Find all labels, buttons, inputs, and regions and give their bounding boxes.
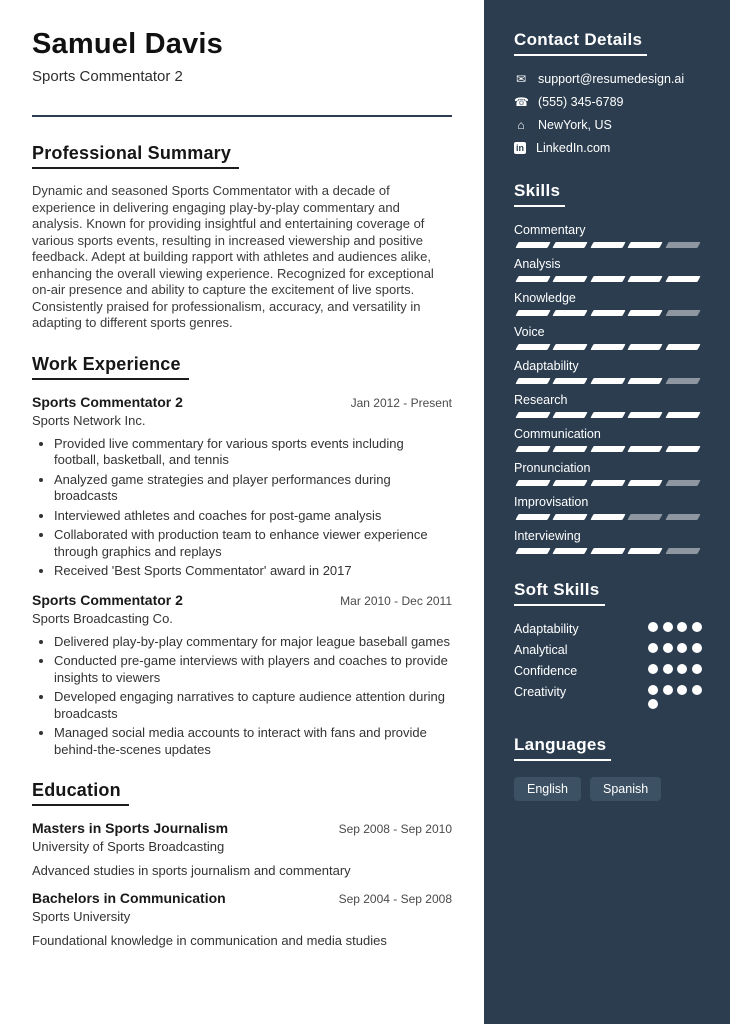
job-title: Sports Commentator 2 [32,393,183,410]
summary-section [32,143,452,332]
job-dates: Jan 2012 - Present [350,395,452,410]
language-chip-english: English [514,777,581,801]
skill-segment-filled [628,310,664,316]
skill-segment-filled [553,446,589,452]
skill-row [514,495,702,520]
contact-item-linkedin[interactable] [514,141,702,155]
skill-segment-filled [665,276,701,282]
rating-dot [692,643,702,653]
contact-item-home[interactable] [514,118,702,132]
candidate-name: Samuel Davis [32,28,223,60]
degree-description: Foundational knowledge in communication and media studies [32,933,387,948]
skill-bar [514,310,702,316]
skill-segment-empty [665,548,701,554]
skill-segment-filled [628,378,664,384]
skill-name: Pronunciation [514,461,591,475]
skill-segment-filled [515,242,551,248]
education-section [32,780,452,948]
languages-heading: Languages [514,735,611,761]
skill-name: Communication [514,427,601,441]
contact-heading: Contact Details [514,30,647,56]
job-header [32,592,452,608]
degree-dates: Sep 2004 - Sep 2008 [338,892,452,906]
skill-bar [514,514,702,520]
job-bullet: • Provided live commentary for various sports events including football, basketball, and tennis [54,436,452,469]
contact-text: support@resumedesign.ai [538,72,685,86]
job-bullet: • Collaborated with production team to enhance viewer experience through graphics and replays [54,527,452,560]
phone-icon: ☎ [514,95,529,109]
education-heading: Education [32,780,129,806]
degree-header [32,890,452,906]
skill-segment-filled [515,480,551,486]
rating-dot [648,622,658,632]
soft-skill-name: Creativity [514,685,567,699]
skill-segment-filled [628,548,664,554]
skill-segment-filled [590,344,626,350]
skill-segment-empty [628,514,664,520]
skill-segment-filled [665,344,701,350]
job-bullets [32,436,452,580]
soft-skill-name: Analytical [514,643,568,657]
skill-segment-filled [553,310,589,316]
skill-segment-filled [590,514,626,520]
soft-skill-dots [648,643,702,653]
job-title: Sports Commentator 2 [32,591,183,608]
skill-segment-filled [628,242,664,248]
skill-row [514,427,702,452]
language-chip-spanish: Spanish [590,777,661,801]
rating-dot [663,622,673,632]
skill-segment-empty [665,514,701,520]
experience-heading: Work Experience [32,354,189,380]
skill-segment-empty [665,310,701,316]
contact-text: LinkedIn.com [536,141,611,155]
skill-segment-filled [590,548,626,554]
header-divider [32,115,452,117]
skill-row [514,393,702,418]
degree-header [32,820,452,836]
skill-name: Knowledge [514,291,576,305]
skill-segment-filled [590,276,626,282]
soft-skills-list [514,622,702,709]
skill-row [514,529,702,554]
skill-segment-filled [665,446,701,452]
skill-segment-filled [553,480,589,486]
skill-bar [514,412,702,418]
soft-skill-row [514,685,702,709]
languages-list [514,777,702,801]
job-bullet: • Analyzed game strategies and player performances during broadcasts [54,472,452,505]
soft-skill-dots [648,685,702,709]
rating-dot [692,622,702,632]
languages-section [514,735,702,801]
skill-segment-filled [590,446,626,452]
email-icon: ✉ [515,72,527,86]
contact-item-phone[interactable] [514,95,702,109]
contact-section [514,30,702,155]
skill-row [514,223,702,248]
skill-segment-filled [590,378,626,384]
degree-school: University of Sports Broadcasting [32,839,225,854]
skill-segment-filled [553,548,589,554]
summary-heading: Professional Summary [32,143,239,169]
skill-segment-filled [515,310,551,316]
skill-segment-empty [665,378,701,384]
soft-skills-heading: Soft Skills [514,580,605,606]
skill-name: Research [514,393,568,407]
rating-dot [677,622,687,632]
rating-dot [648,664,658,674]
rating-dot [663,643,673,653]
job-bullet: • Interviewed athletes and coaches for post-game analysis [54,508,452,525]
job-bullet: • Delivered play-by-play commentary for major league baseball games [54,634,452,651]
degree-school: Sports University [32,909,131,924]
soft-skill-name: Confidence [514,664,578,678]
soft-skill-dots [648,622,702,632]
job-bullet: • Received 'Best Sports Commentator' award in 2017 [54,563,452,580]
home-icon: ⌂ [517,118,525,132]
skill-segment-filled [515,446,551,452]
soft-skill-dots [648,664,702,674]
rating-dot [648,643,658,653]
contact-item-email[interactable] [514,72,702,86]
rating-dot [677,685,687,695]
skill-name: Improvisation [514,495,589,509]
job-bullet: • Managed social media accounts to interact with fans and provide behind-the-scenes updates [54,725,452,758]
skill-segment-filled [590,242,626,248]
skill-bar [514,480,702,486]
skill-segment-filled [628,480,664,486]
skill-name: Analysis [514,257,561,271]
summary-text: Dynamic and seasoned Sports Commentator with a decade of experience in delivering engaging play-by-play commentary and analysis. Known for providing insightful and entertaining coverage of various sports events, resulting in increased viewership and positive feedback. Adept at building rapport with athletes and audiences alike, enhancing the overall viewing experience. Recognized for exceptional on-air presence and ability to capture the excitement of live sports. Consistently praised for professionalism, accuracy, and versatility in adapting to different sports genres. [32,183,434,330]
skill-segment-filled [553,378,589,384]
degrees-list [32,820,452,948]
skill-segment-filled [553,344,589,350]
degree-entry [32,890,452,948]
skill-name: Commentary [514,223,586,237]
soft-skill-row [514,622,702,636]
skill-segment-filled [553,242,589,248]
job-entry [32,394,452,580]
skill-segment-filled [665,412,701,418]
skills-list [514,223,702,554]
skill-name: Adaptability [514,359,579,373]
skills-section [514,181,702,554]
skill-segment-filled [515,548,551,554]
degree-dates: Sep 2008 - Sep 2010 [338,822,452,836]
rating-dot [663,664,673,674]
job-bullet: • Conducted pre-game interviews with players and coaches to provide insights to viewers [54,653,452,686]
skill-row [514,257,702,282]
soft-skills-section [514,580,702,709]
skill-segment-filled [628,446,664,452]
jobs-list [32,394,452,759]
skill-segment-filled [515,276,551,282]
skill-segment-filled [590,480,626,486]
skill-segment-filled [515,514,551,520]
skill-segment-empty [665,480,701,486]
experience-section [32,354,452,759]
job-header [32,394,452,410]
skill-segment-filled [553,514,589,520]
skill-segment-filled [553,412,589,418]
header [32,28,452,85]
skill-segment-filled [515,412,551,418]
skill-segment-empty [665,242,701,248]
rating-dot [648,699,658,709]
job-bullet: • Developed engaging narratives to capture audience attention during broadcasts [54,689,452,722]
skill-bar [514,276,702,282]
candidate-title: Sports Commentator 2 [32,68,183,85]
rating-dot [677,664,687,674]
skill-segment-filled [590,412,626,418]
skill-bar [514,548,702,554]
degree-title: Masters in Sports Journalism [32,820,229,836]
skill-name: Voice [514,325,545,339]
skill-bar [514,344,702,350]
degree-entry [32,820,452,878]
contact-list [514,72,702,155]
skill-row [514,359,702,384]
sidebar [484,0,730,1024]
rating-dot [677,643,687,653]
soft-skill-row [514,664,702,678]
rating-dot [692,664,702,674]
skill-segment-filled [628,344,664,350]
skill-name: Interviewing [514,529,581,543]
skill-segment-filled [553,276,589,282]
skill-bar [514,242,702,248]
contact-text: NewYork, US [538,118,612,132]
linkedin-icon: in [516,143,524,153]
job-dates: Mar 2010 - Dec 2011 [340,593,452,608]
skill-row [514,291,702,316]
job-entry [32,592,452,759]
contact-text: (555) 345-6789 [538,95,624,109]
skill-segment-filled [628,412,664,418]
skill-segment-filled [628,276,664,282]
rating-dot [648,685,658,695]
job-company: Sports Broadcasting Co. [32,610,173,626]
skill-segment-filled [515,378,551,384]
degree-description: Advanced studies in sports journalism and commentary [32,863,351,878]
skill-row [514,325,702,350]
skill-segment-filled [590,310,626,316]
rating-dot [692,685,702,695]
job-bullets [32,634,452,759]
job-company: Sports Network Inc. [32,412,146,428]
soft-skill-row [514,643,702,657]
skill-bar [514,446,702,452]
skill-row [514,461,702,486]
soft-skill-name: Adaptability [514,622,579,636]
skills-heading: Skills [514,181,565,207]
degree-title: Bachelors in Communication [32,890,226,906]
skill-bar [514,378,702,384]
rating-dot [663,685,673,695]
skill-segment-filled [515,344,551,350]
